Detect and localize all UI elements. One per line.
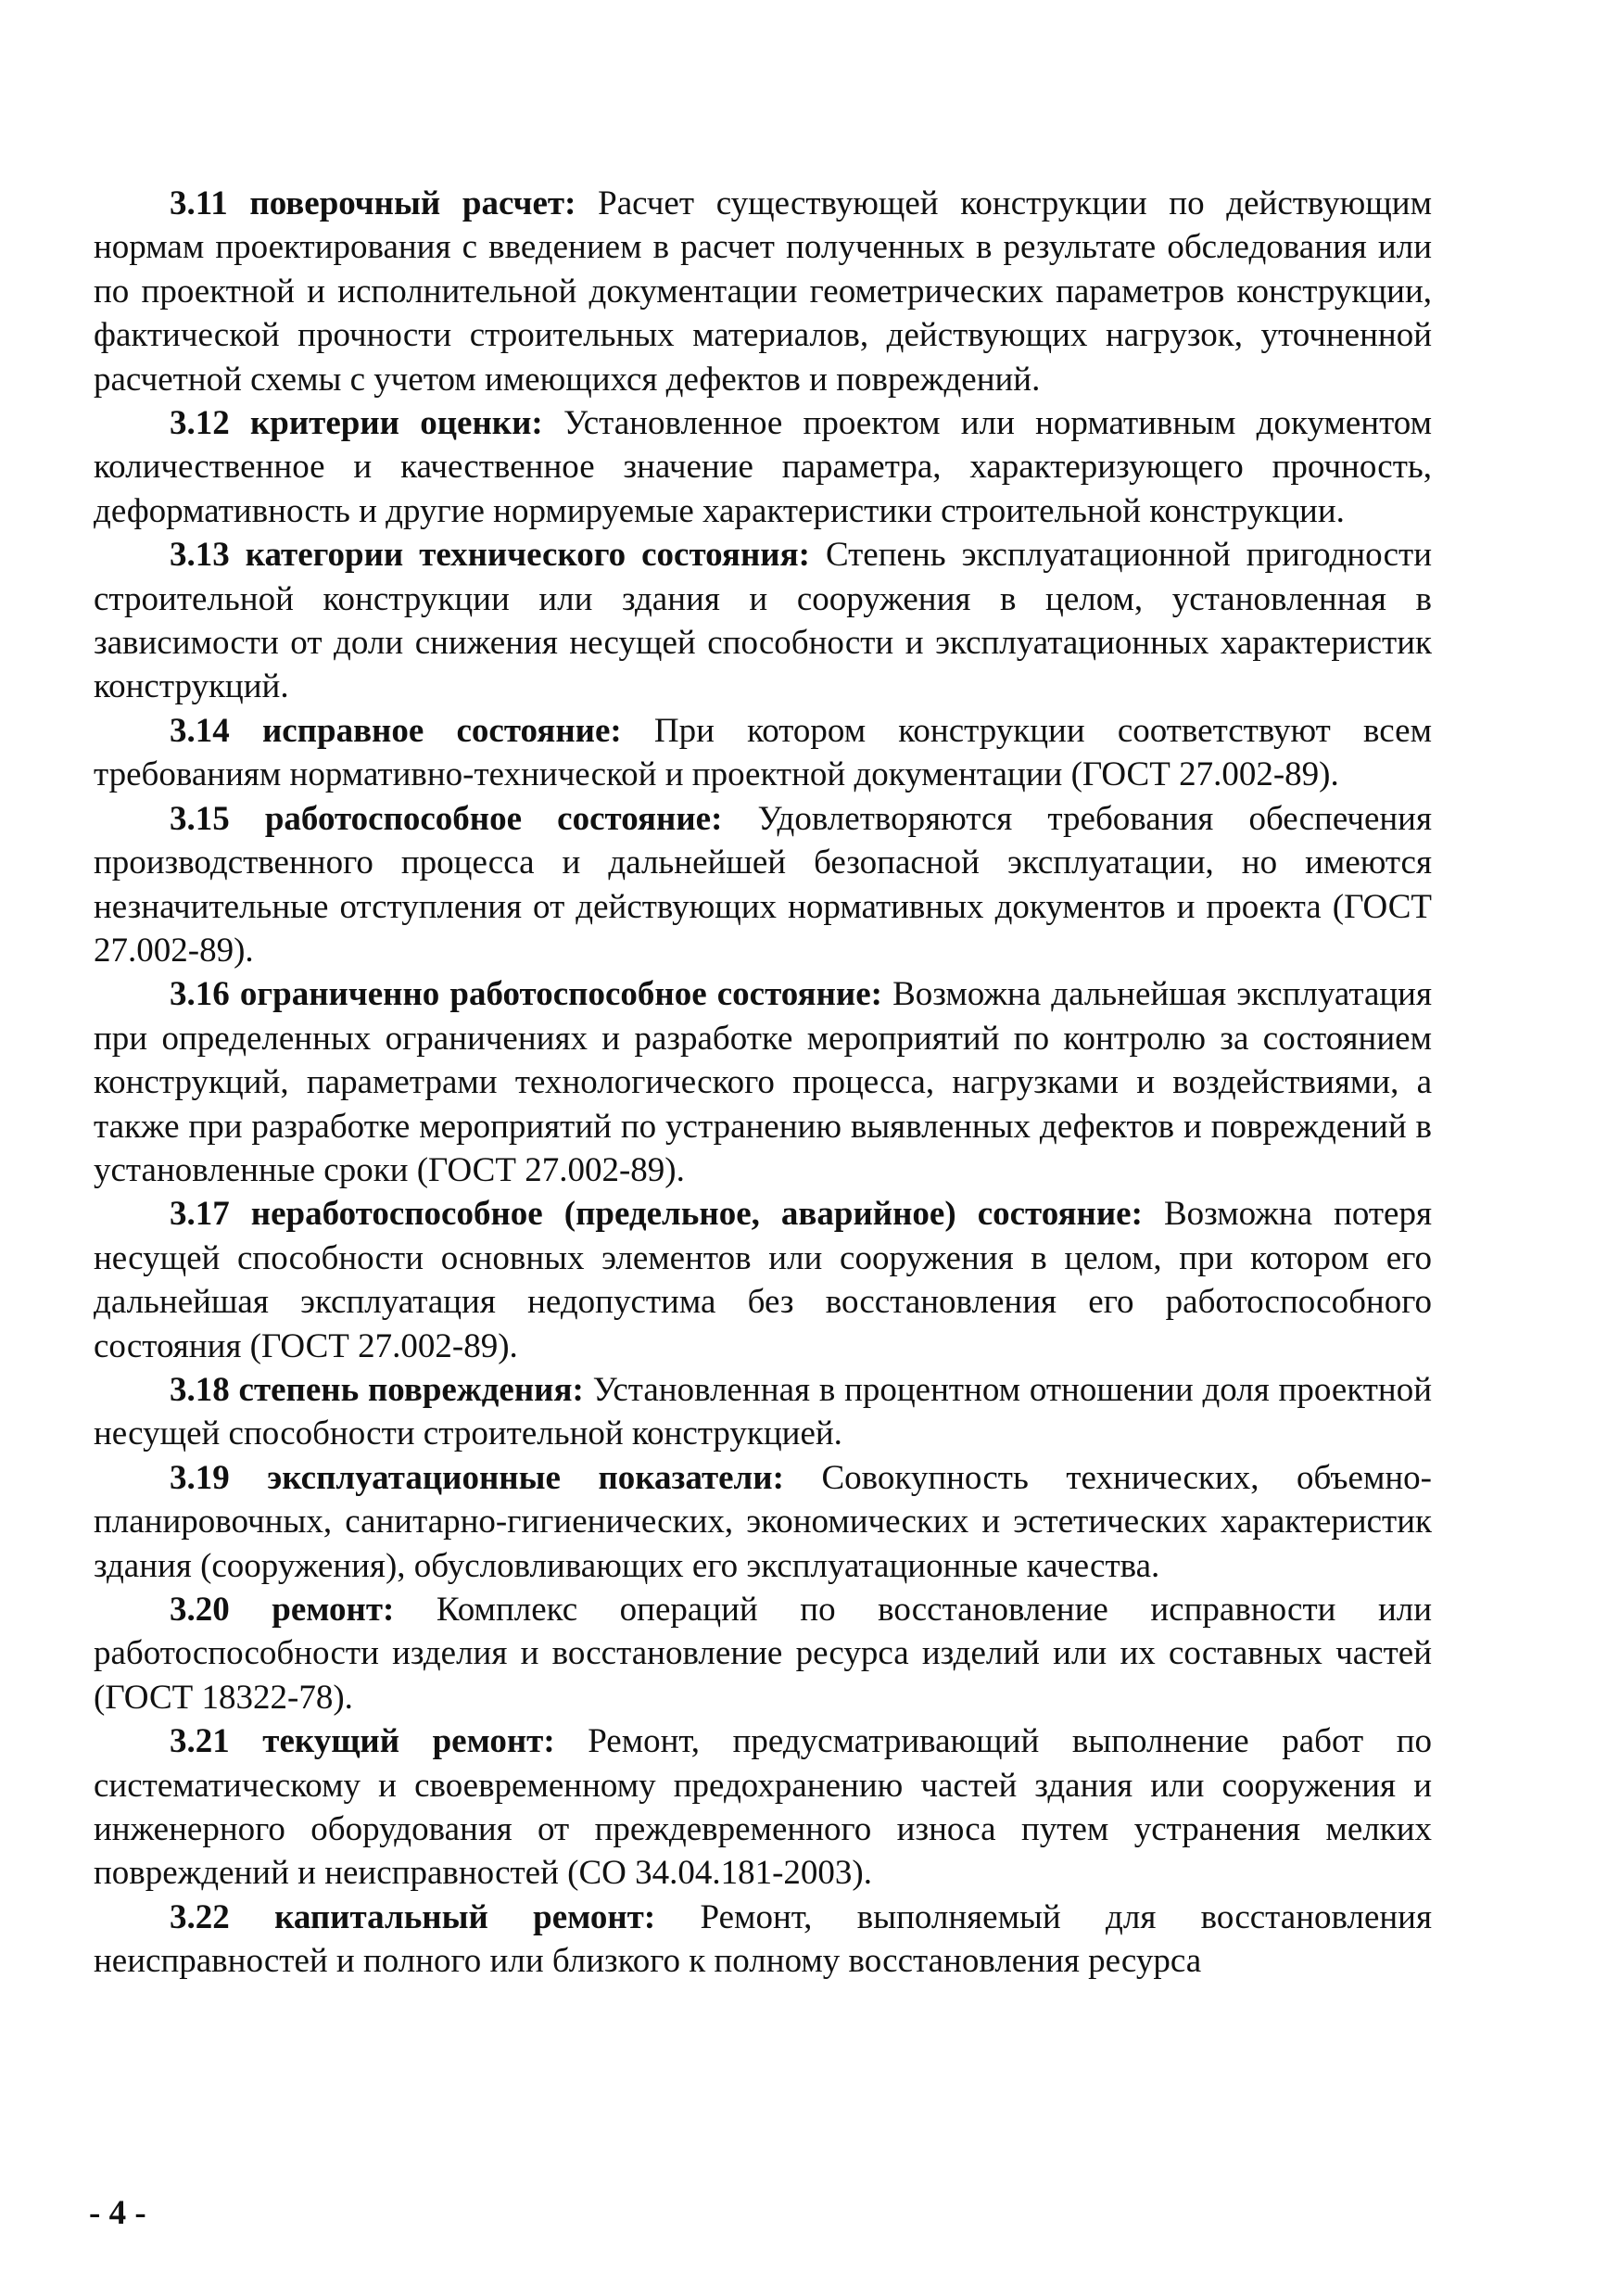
definition-text: Ремонт, выполняемый для восстановления неисправностей и полного или близкого к полному восстановления ресурса [94, 1897, 1432, 1981]
definition-term: 3.11 поверочный расчет: [170, 184, 576, 222]
definition-3-19 [94, 1456, 1432, 1588]
definition-term: 3.20 ремонт: [170, 1591, 395, 1629]
definition-3-17 [94, 1192, 1432, 1368]
definition-text: Ремонт, предусматривающий выполнение работ по систематическому и своевременному предохранению частей здания или сооружения и инженерного оборудования от преждевременного износа путем устранения мелких повреждений и неисправностей (СО 34.04.181-2003). [94, 1722, 1432, 1893]
definition-term: 3.12 критерии оценки: [170, 404, 543, 443]
definition-term: 3.18 степень повреждения: [170, 1370, 584, 1409]
definition-text: Удовлетворяются требования обеспечения производственного процесса и дальнейшей безопасной эксплуатации, но имеются незначительные отступления от действующих нормативных документов и проекта (ГОСТ 27.002-89). [94, 799, 1432, 970]
definition-3-18 [94, 1368, 1432, 1456]
definition-3-11 [94, 182, 1432, 401]
definition-text: Расчет существующей конструкции по действующим нормам проектирования с введением в расчет полученных в результате обследования или по проектной и исполнительной документации геометрических параметров конструкции, фактической прочности строительных материалов, действующих нагрузок, уточненной расчетной схемы с учетом имеющихся дефектов и повреждений. [94, 184, 1432, 399]
definition-3-20 [94, 1588, 1432, 1719]
definition-text: Установленное проектом или нормативным документом количественное и качественное значение параметра, характеризующего прочность, деформативность и другие нормируемые характеристики строительной конструкции. [94, 404, 1433, 530]
definition-term: 3.16 ограниченно работоспособное состояние: [170, 975, 882, 1014]
definition-term: 3.22 капитальный ремонт: [170, 1897, 656, 1936]
definition-term: 3.15 работоспособное состояние: [170, 799, 723, 838]
document-body [94, 182, 1432, 1984]
page-number: - 4 - [89, 2194, 146, 2232]
definition-3-12 [94, 401, 1432, 533]
definition-text: При котором конструкции соответствуют всем требованиям нормативно-технической и проектной документации (ГОСТ 27.002-89). [94, 711, 1432, 794]
definition-term: 3.14 исправное состояние: [170, 711, 622, 750]
definition-text: Возможна дальнейшая эксплуатация при определенных ограничениях и разработке мероприятий по контролю за состоянием конструкций, параметрами технологического процесса, нагрузками и воздействиями, а также при разработке мероприятий по устранению выявленных дефектов и повреждений в установленные сроки (ГОСТ 27.002-89). [94, 975, 1433, 1189]
definition-3-21 [94, 1719, 1432, 1896]
definition-term: 3.17 неработоспособное (предельное, аварийное) состояние: [170, 1195, 1143, 1234]
definition-text: Совокупность технических, объемно-планировочных, санитарно-гигиенических, экономических и эстетических характеристик здания (сооружения), обусловливающих его эксплуатационные качества. [94, 1458, 1432, 1585]
definition-3-14 [94, 709, 1432, 797]
definition-term: 3.13 категории технического состояния: [170, 536, 810, 575]
definition-text: Комплекс операций по восстановление исправности или работоспособности изделия и восстановление ресурса изделий или их составных частей (ГОСТ 18322-78). [94, 1591, 1433, 1717]
definition-text: Степень эксплуатационной пригодности строительной конструкции или здания и сооружения в целом, установленная в зависимости от доли снижения несущей способности и эксплуатационных характеристик конструкций. [94, 536, 1432, 706]
definition-3-13 [94, 533, 1432, 709]
definition-3-22 [94, 1896, 1432, 1984]
definition-term: 3.21 текущий ремонт: [170, 1722, 555, 1761]
definition-3-16 [94, 972, 1432, 1192]
definition-3-15 [94, 797, 1432, 973]
definition-text: Возможна потеря несущей способности основных элементов или сооружения в целом, при котором его дальнейшая эксплуатация недопустима без восстановления его работоспособного состояния (ГОСТ 27.002-89). [94, 1195, 1432, 1365]
definition-term: 3.19 эксплуатационные показатели: [170, 1458, 784, 1497]
definition-text: Установленная в процентном отношении доля проектной несущей способности строительной конструкцией. [94, 1370, 1432, 1453]
